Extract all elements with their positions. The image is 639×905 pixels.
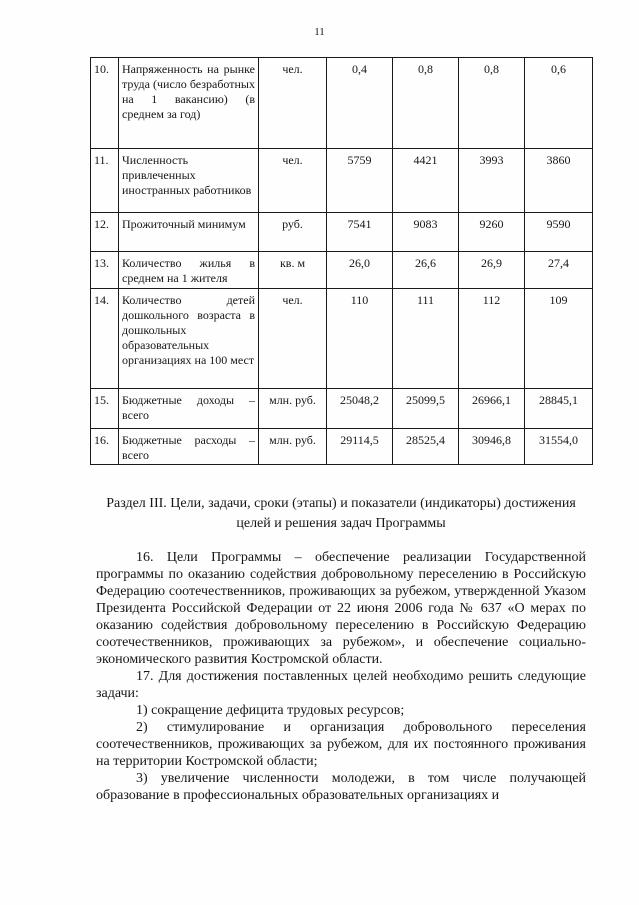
task-item-3: 3) увеличение численности молодежи, в том числе получающей образование в профессиональных образовательных организациях и bbox=[96, 771, 586, 803]
indicator-name: Количество жилья в среднем на 1 жителя bbox=[119, 252, 259, 289]
value-3: 9260 bbox=[459, 213, 525, 252]
value-2: 0,8 bbox=[393, 58, 459, 149]
row-number: 13. bbox=[91, 252, 119, 289]
unit: млн. руб. bbox=[259, 429, 327, 465]
unit: млн. руб. bbox=[259, 389, 327, 429]
indicator-name: Бюджетные доходы – всего bbox=[119, 389, 259, 429]
table-row bbox=[91, 252, 593, 289]
value-3: 3993 bbox=[459, 149, 525, 213]
value-3: 112 bbox=[459, 289, 525, 389]
value-1: 26,0 bbox=[327, 252, 393, 289]
value-4: 9590 bbox=[525, 213, 593, 252]
task-item-1: 1) сокращение дефицита трудовых ресурсов; bbox=[136, 703, 405, 718]
row-number: 11. bbox=[91, 149, 119, 213]
value-3: 0,8 bbox=[459, 58, 525, 149]
value-1: 5759 bbox=[327, 149, 393, 213]
section-title: Раздел III. Цели, задачи, сроки (этапы) и показатели (индикаторы) достижения целей и решения задач Программы bbox=[106, 496, 576, 531]
indicator-name: Количество детей дошкольного возраста в дошкольных образовательных организациях на 100 мест bbox=[119, 289, 259, 389]
value-2: 9083 bbox=[393, 213, 459, 252]
unit: чел. bbox=[259, 289, 327, 389]
table-row bbox=[91, 58, 593, 149]
unit: руб. bbox=[259, 213, 327, 252]
paragraph-16: 16. Цели Программы – обеспечение реализации Государственной программы по оказанию содействия добровольному переселению в Российскую Федерацию соотечественников, проживающих за рубежом, утвержденной Указом Президента Российской Федерации от 22 июня 2006 года № 637 «О мерах по оказанию содействия добровольному переселению в Российскую Федерацию соотечественников, проживающих за рубежом», и обеспечение социально-экономического развития Костромской области. bbox=[96, 550, 586, 667]
table-row bbox=[91, 289, 593, 389]
table-row bbox=[91, 429, 593, 465]
value-2: 26,6 bbox=[393, 252, 459, 289]
row-number: 15. bbox=[91, 389, 119, 429]
table-row bbox=[91, 213, 593, 252]
row-number: 12. bbox=[91, 213, 119, 252]
value-4: 31554,0 bbox=[525, 429, 593, 465]
row-number: 10. bbox=[91, 58, 119, 149]
value-2: 25099,5 bbox=[393, 389, 459, 429]
value-3: 26966,1 bbox=[459, 389, 525, 429]
page-number: 11 bbox=[314, 26, 325, 38]
value-4: 28845,1 bbox=[525, 389, 593, 429]
table-row bbox=[91, 389, 593, 429]
task-item-2: 2) стимулирование и организация добровольного переселения соотечественников, проживающих за рубежом, для их постоянного проживания на территории Костромской области; bbox=[96, 720, 586, 769]
value-4: 27,4 bbox=[525, 252, 593, 289]
indicator-name: Напряженность на рынке труда (число безработных на 1 вакансию) (в среднем за год) bbox=[119, 58, 259, 149]
value-1: 29114,5 bbox=[327, 429, 393, 465]
value-4: 109 bbox=[525, 289, 593, 389]
value-1: 110 bbox=[327, 289, 393, 389]
row-number: 14. bbox=[91, 289, 119, 389]
indicator-name: Численность привлеченных иностранных работников bbox=[119, 149, 259, 213]
value-4: 3860 bbox=[525, 149, 593, 213]
paragraph-17: 17. Для достижения поставленных целей необходимо решить следующие задачи: bbox=[96, 669, 586, 701]
indicator-name: Бюджетные расходы – всего bbox=[119, 429, 259, 465]
value-3: 26,9 bbox=[459, 252, 525, 289]
unit: кв. м bbox=[259, 252, 327, 289]
value-1: 7541 bbox=[327, 213, 393, 252]
indicator-name: Прожиточный минимум bbox=[119, 213, 259, 252]
row-number: 16. bbox=[91, 429, 119, 465]
table-row bbox=[91, 149, 593, 213]
value-4: 0,6 bbox=[525, 58, 593, 149]
value-1: 0,4 bbox=[327, 58, 393, 149]
unit: чел. bbox=[259, 58, 327, 149]
body-text bbox=[96, 549, 586, 804]
value-1: 25048,2 bbox=[327, 389, 393, 429]
value-2: 4421 bbox=[393, 149, 459, 213]
unit: чел. bbox=[259, 149, 327, 213]
value-3: 30946,8 bbox=[459, 429, 525, 465]
value-2: 111 bbox=[393, 289, 459, 389]
indicators-table bbox=[90, 57, 593, 465]
value-2: 28525,4 bbox=[393, 429, 459, 465]
